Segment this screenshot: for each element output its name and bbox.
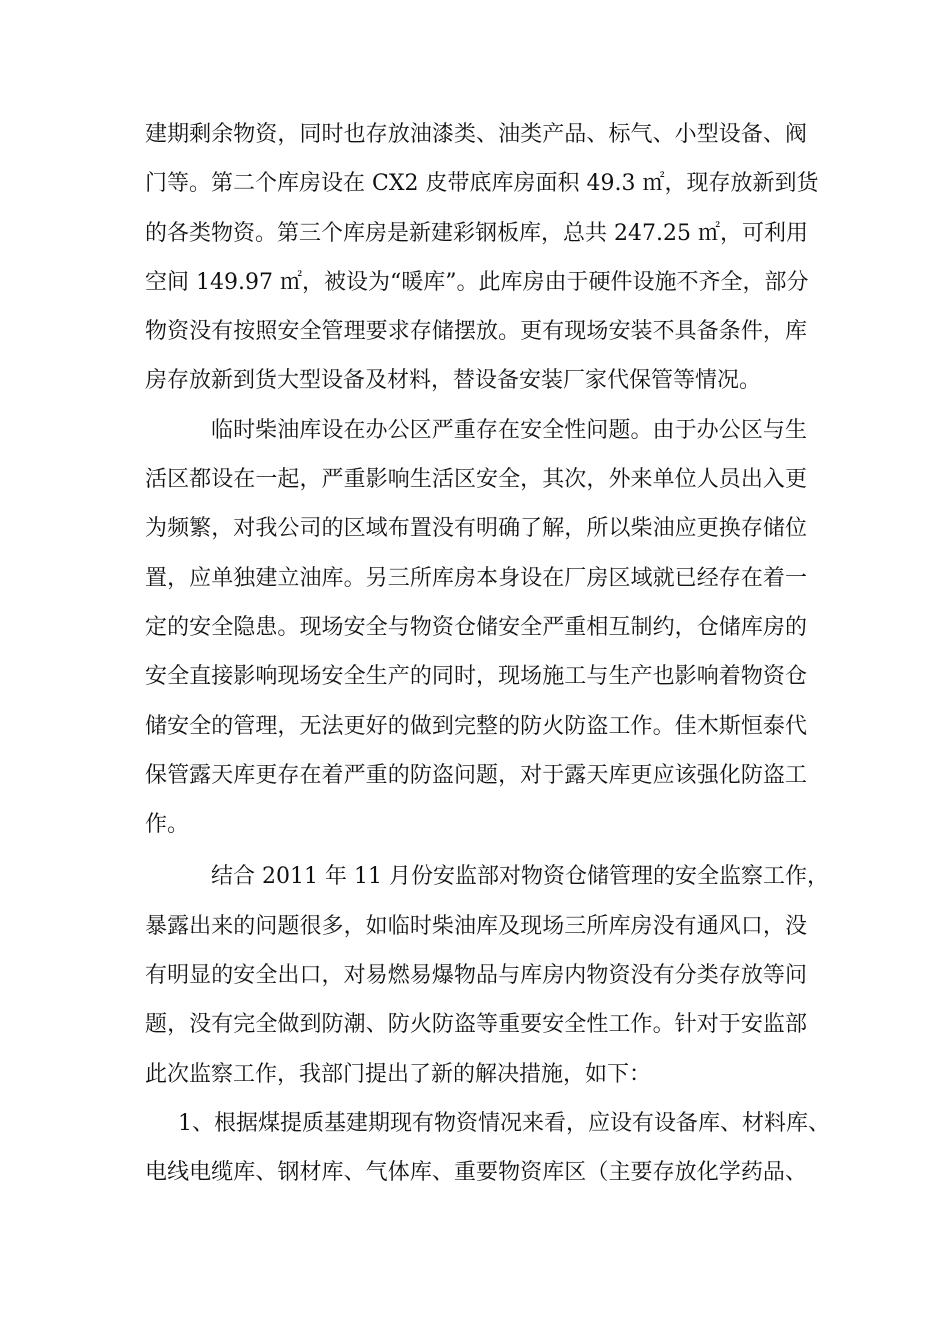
text-line: 门等。第二个库房设在 CX2 皮带底库房面积 49.3 ㎡，现存放新到货 [145,171,819,197]
text-line: 安全直接影响现场安全生产的同时，现场施工与生产也影响着物资仓 [145,664,807,690]
text-line: 有明显的安全出口，对易燃易爆物品与库房内物资没有分类存放等问 [145,963,807,989]
text-line: 储安全的管理，无法更好的做到完整的防火防盗工作。佳木斯恒泰代 [145,713,807,739]
text-line: 的各类物资。第三个库房是新建彩钢板库，总共 247.25 ㎡，可利用 [145,220,808,246]
text-line: 建期剩余物资，同时也存放油漆类、油类产品、标气、小型设备、阀 [145,122,807,147]
text-line: 活区都设在一起，严重影响生活区安全，其次，外来单位人员出入更 [145,467,807,493]
text-line: 定的安全隐患。现场安全与物资仓储安全严重相互制约，仓储库房的 [145,614,807,640]
text-line: 作。 [145,812,190,838]
paragraph-measure-1 [145,1099,830,1198]
text-line: 此次监察工作，我部门提出了新的解决措施，如下： [145,1061,652,1087]
paragraph-warehouse-status [145,110,819,406]
paragraph-inspection-findings [145,852,829,1098]
document-body [145,110,830,1198]
text-line: 题，没有完全做到防潮、防火防盗等重要安全性工作。针对于安监部 [145,1012,807,1038]
text-line: 保管露天库更存在着严重的防盗问题，对于露天库更应该强化防盗工 [145,762,807,788]
text-line: 物资没有按照安全管理要求存储摆放。更有现场安装不具备条件，库 [145,319,807,345]
text-line: 临时柴油库设在办公区严重存在安全性问题。由于办公区与生 [211,417,807,443]
text-line: 空间 149.97 ㎡，被设为“暖库”。此库房由于硬件设施不齐全，部分 [145,269,809,295]
text-line: 置，应单独建立油库。另三所库房本身设在厂房区域就已经存在着一 [145,565,807,591]
paragraph-diesel-depot-safety [145,406,807,850]
text-line: 1、根据煤提质基建期现有物资情况来看，应设有设备库、材料库、 [178,1110,830,1136]
text-line: 为频繁，对我公司的区域布置没有明确了解，所以柴油应更换存储位 [145,516,807,542]
text-line: 电线电缆库、钢材库、气体库、重要物资库区（主要存放化学药品、 [145,1160,807,1186]
text-line: 房存放新到货大型设备及材料，替设备安装厂家代保管等情况。 [145,368,762,394]
text-line: 结合 2011 年 11 月份安监部对物资仓储管理的安全监察工作， [211,864,829,890]
text-line: 暴露出来的问题很多，如临时柴油库及现场三所库房没有通风口，没 [145,913,807,939]
